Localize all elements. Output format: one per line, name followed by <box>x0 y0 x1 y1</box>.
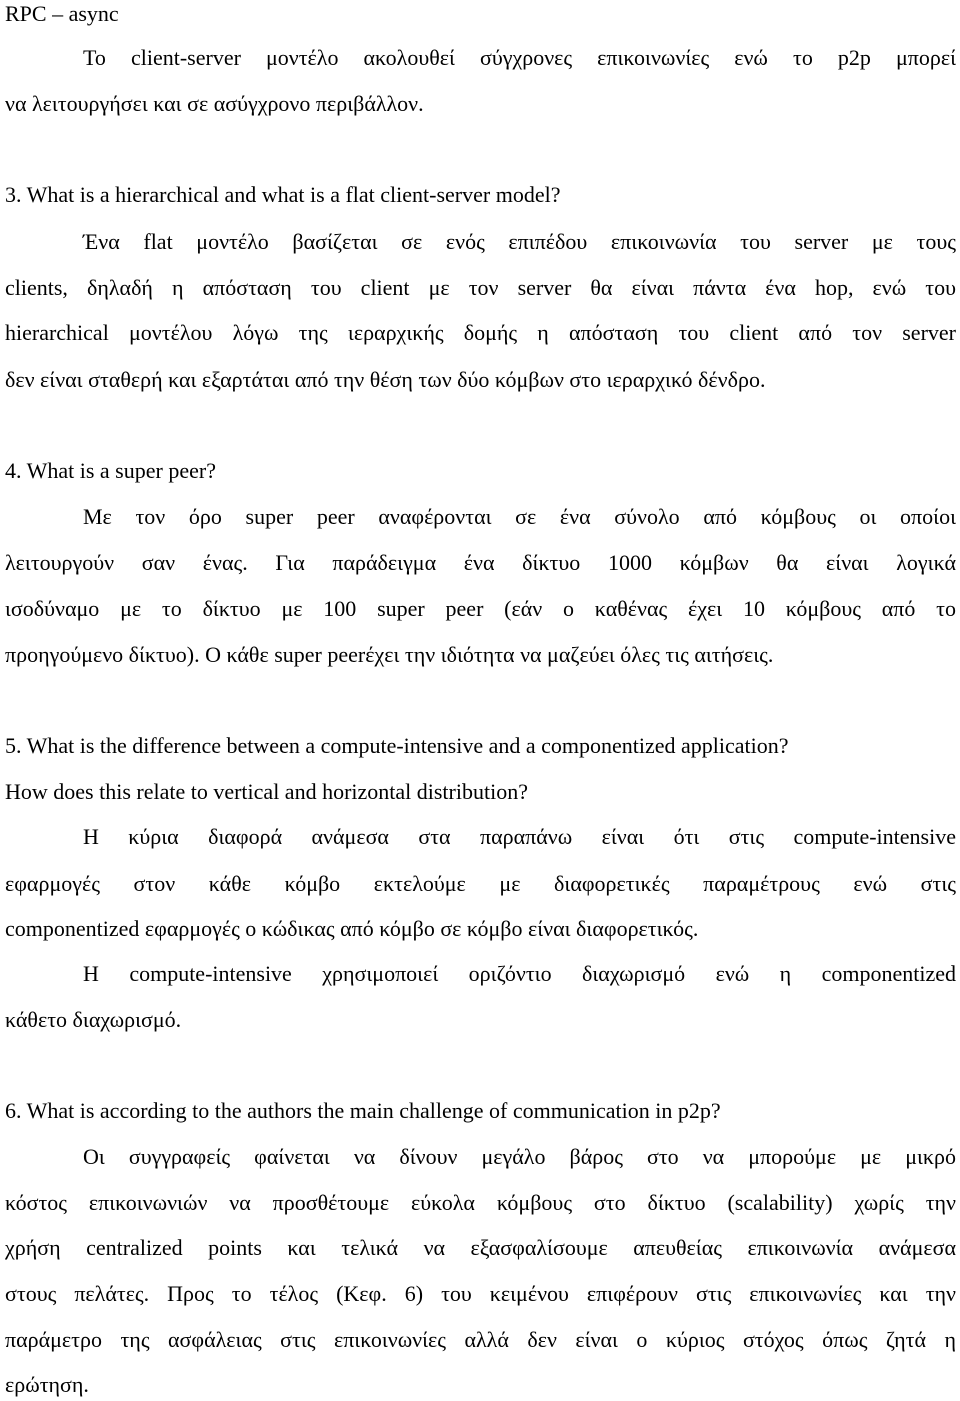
paragraph-line: προηγούμενο δίκτυο). Ο κάθε super peerέχει την ιδιότητα να μαζεύει όλες τις αιτήσεις. <box>5 642 774 667</box>
paragraph-line: ισοδύναμο με το δίκτυο με 100 super peer (εάν ο καθένας έχει 10 κόμβους από το <box>5 596 956 621</box>
paragraph-line: εφαρμογές στον κάθε κόμβο εκτελούμε με διαφορετικές παραμέτρους ενώ στις <box>5 871 956 896</box>
paragraph-line: Με τον όρο super peer αναφέρονται σε ένα σύνολο από κόμβους οι οποίοι <box>83 504 956 529</box>
paragraph-line: Η compute-intensive χρησιμοποιεί οριζόντιο διαχωρισμό ενώ η componentized <box>83 961 956 986</box>
question-5-continued: How does this relate to vertical and horizontal distribution? <box>5 779 528 804</box>
paragraph-line: componentized εφαρμογές ο κώδικας από κόμβο σε κόμβο είναι διαφορετικός. <box>5 916 699 941</box>
paragraph-line: να λειτουργήσει και σε ασύγχρονο περιβάλλον. <box>5 91 424 116</box>
paragraph-line: hierarchical μοντέλου λόγω της ιεραρχικής δομής η απόσταση του client από τον server <box>5 320 956 345</box>
question-4: 4. What is a super peer? <box>5 458 216 483</box>
paragraph-line: κόστος επικοινωνιών να προσθέτουμε εύκολα κόμβους στο δίκτυο (scalability) χωρίς την <box>5 1190 956 1215</box>
paragraph-line: clients, δηλαδή η απόσταση του client με τον server θα είναι πάντα ένα hop, ενώ του <box>5 275 956 300</box>
paragraph-line: Η κύρια διαφορά ανάμεσα στα παραπάνω είναι ότι στις compute-intensive <box>83 824 956 849</box>
paragraph-line: χρήση centralized points και τελικά να εξασφαλίσουμε απευθείας επικοινωνία ανάμεσα <box>5 1235 956 1260</box>
paragraph-line: κάθετο διαχωρισμό. <box>5 1007 182 1032</box>
paragraph-line: δεν είναι σταθερή και εξαρτάται από την θέση των δύο κόμβων στο ιεραρχικό δένδρο. <box>5 367 766 392</box>
paragraph-line: To client-server μοντέλο ακολουθεί σύγχρονες επικοινωνίες ενώ το p2p μπορεί <box>83 45 956 70</box>
paragraph-line: στους πελάτες. Προς το τέλος (Κεφ. 6) του κειμένου επιφέρουν στις επικοινωνίες και την <box>5 1281 956 1306</box>
question-3: 3. What is a hierarchical and what is a flat client-server model? <box>5 182 561 207</box>
paragraph-line: Οι συγγραφείς φαίνεται να δίνουν μεγάλο βάρος στο να μπορούμε με μικρό <box>83 1144 956 1169</box>
paragraph-line: παράμετρο της ασφάλειας στις επικοινωνίες αλλά δεν είναι ο κύριος στόχος όπως ζητά η <box>5 1327 956 1352</box>
paragraph-line: ερώτηση. <box>5 1372 89 1397</box>
paragraph-line: λειτουργούν σαν ένας. Για παράδειγμα ένα δίκτυο 1000 κόμβων θα είναι λογικά <box>5 550 956 575</box>
question-5: 5. What is the difference between a compute-intensive and a componentized application? <box>5 733 789 758</box>
paragraph-line: Ένα flat μοντέλο βασίζεται σε ενός επιπέδου επικοινωνία του server με τους <box>83 229 956 254</box>
section-heading-rpc-async: RPC – async <box>5 1 119 26</box>
question-6: 6. What is according to the authors the main challenge of communication in p2p? <box>5 1098 721 1123</box>
